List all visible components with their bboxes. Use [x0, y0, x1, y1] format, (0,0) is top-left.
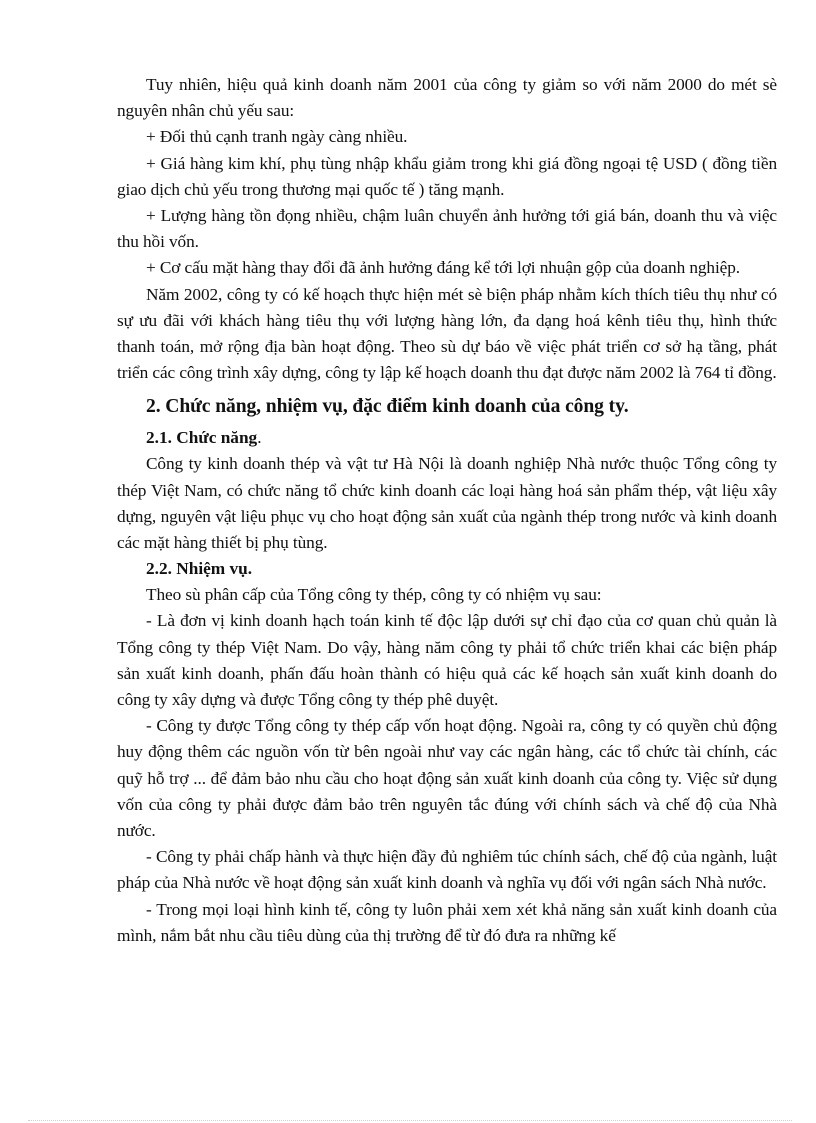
paragraph: Năm 2002, công ty có kế hoạch thực hiện mét sè biện pháp nhằm kích thích tiêu thụ như có sự ưu đãi với khách hàng tiêu thụ với lượng hàng lớn, đa dạng hoá kênh tiêu thụ, hình thức thanh toán, mở rộng địa bàn hoạt động. Theo sù dự báo về việc phát triển cơ sở hạ tầng, phát triển các công trình xây dựng, công ty lập kế hoạch doanh thu đạt được năm 2002 là 764 tỉ đồng.: [117, 284, 777, 383]
dash-paragraph: - Công ty được Tổng công ty thép cấp vốn hoạt động. Ngoài ra, công ty có quyền chủ động huy động thêm các nguồn vốn từ bên ngoài như vay các ngân hàng, các tổ chức tài chính, các quỹ hỗ trợ ... để đảm bảo nhu cầu cho hoạt động sản xuất kinh doanh của công ty. Việc sử dụng vốn của công ty phải được đảm bảo trên nguyên tắc đúng với chính sách và chế độ của Nhà nước.: [117, 716, 777, 841]
bullet-paragraph: + Lượng hàng tồn đọng nhiều, chậm luân chuyển ảnh hưởng tới giá bán, doanh thu và việc thu hồi vốn.: [117, 206, 777, 252]
bullet-paragraph: + Đối thủ cạnh tranh ngày càng nhiều.: [146, 127, 408, 147]
document-page: [117, 72, 777, 949]
page-bottom-divider: [28, 1120, 792, 1121]
subsection-title: 2.1. Chức năng: [146, 428, 258, 448]
dash-paragraph: - Trong mọi loại hình kinh tế, công ty luôn phải xem xét khả năng sản xuất kinh doanh của mình, nắm bắt nhu cầu tiêu dùng của thị trường để từ đó đưa ra những kế: [117, 899, 777, 945]
subsection-title-tail: .: [257, 428, 262, 448]
paragraph: Theo sù phân cấp của Tổng công ty thép, công ty có nhiệm vụ sau:: [146, 585, 602, 605]
subsection-heading-nhiem-vu: 2.2. Nhiệm vụ.: [146, 559, 253, 579]
paragraph: Công ty kinh doanh thép và vật tư Hà Nội là doanh nghiệp Nhà nước thuộc Tổng công ty thép Việt Nam, có chức năng tổ chức kinh doanh các loại hàng hoá sản phẩm thép, vật liệu xây dựng, nguyên vật liệu phục vụ cho hoạt động sản xuất của ngành thép trong nước và kinh doanh các mặt hàng thiết bị phụ tùng.: [117, 454, 777, 553]
section-heading: 2. Chức năng, nhiệm vụ, đặc điểm kinh doanh của công ty.: [146, 396, 629, 418]
dash-paragraph: - Là đơn vị kinh doanh hạch toán kinh tế độc lập dưới sự chỉ đạo của cơ quan chủ quản là Tổng công ty thép Việt Nam. Do vậy, hàng năm công ty phải tổ chức triển khai các biện pháp sản xuất kinh doanh, phấn đấu hoàn thành có hiệu quả các kế hoạch sản xuất kinh doanh do công ty xây dựng và được Tổng công ty thép phê duyệt.: [117, 611, 777, 710]
dash-paragraph: - Công ty phải chấp hành và thực hiện đầy đủ nghiêm túc chính sách, chế độ của ngành, luật pháp của Nhà nước về hoạt động sản xuất kinh doanh và nghĩa vụ đối với ngân sách Nhà nước.: [117, 847, 777, 893]
subsection-heading-chuc-nang: [146, 425, 777, 451]
paragraph: Tuy nhiên, hiệu quả kinh doanh năm 2001 của công ty giảm so với năm 2000 do mét sè nguyên nhân chủ yếu sau:: [117, 75, 777, 121]
bullet-paragraph: + Cơ cấu mặt hàng thay đổi đã ảnh hưởng đáng kể tới lợi nhuận gộp của doanh nghiệp.: [146, 258, 740, 278]
bullet-paragraph: + Giá hàng kim khí, phụ tùng nhập khẩu giảm trong khi giá đồng ngoại tệ USD ( đồng tiền giao dịch chủ yếu trong thương mại quốc tế ) tăng mạnh.: [117, 153, 777, 199]
